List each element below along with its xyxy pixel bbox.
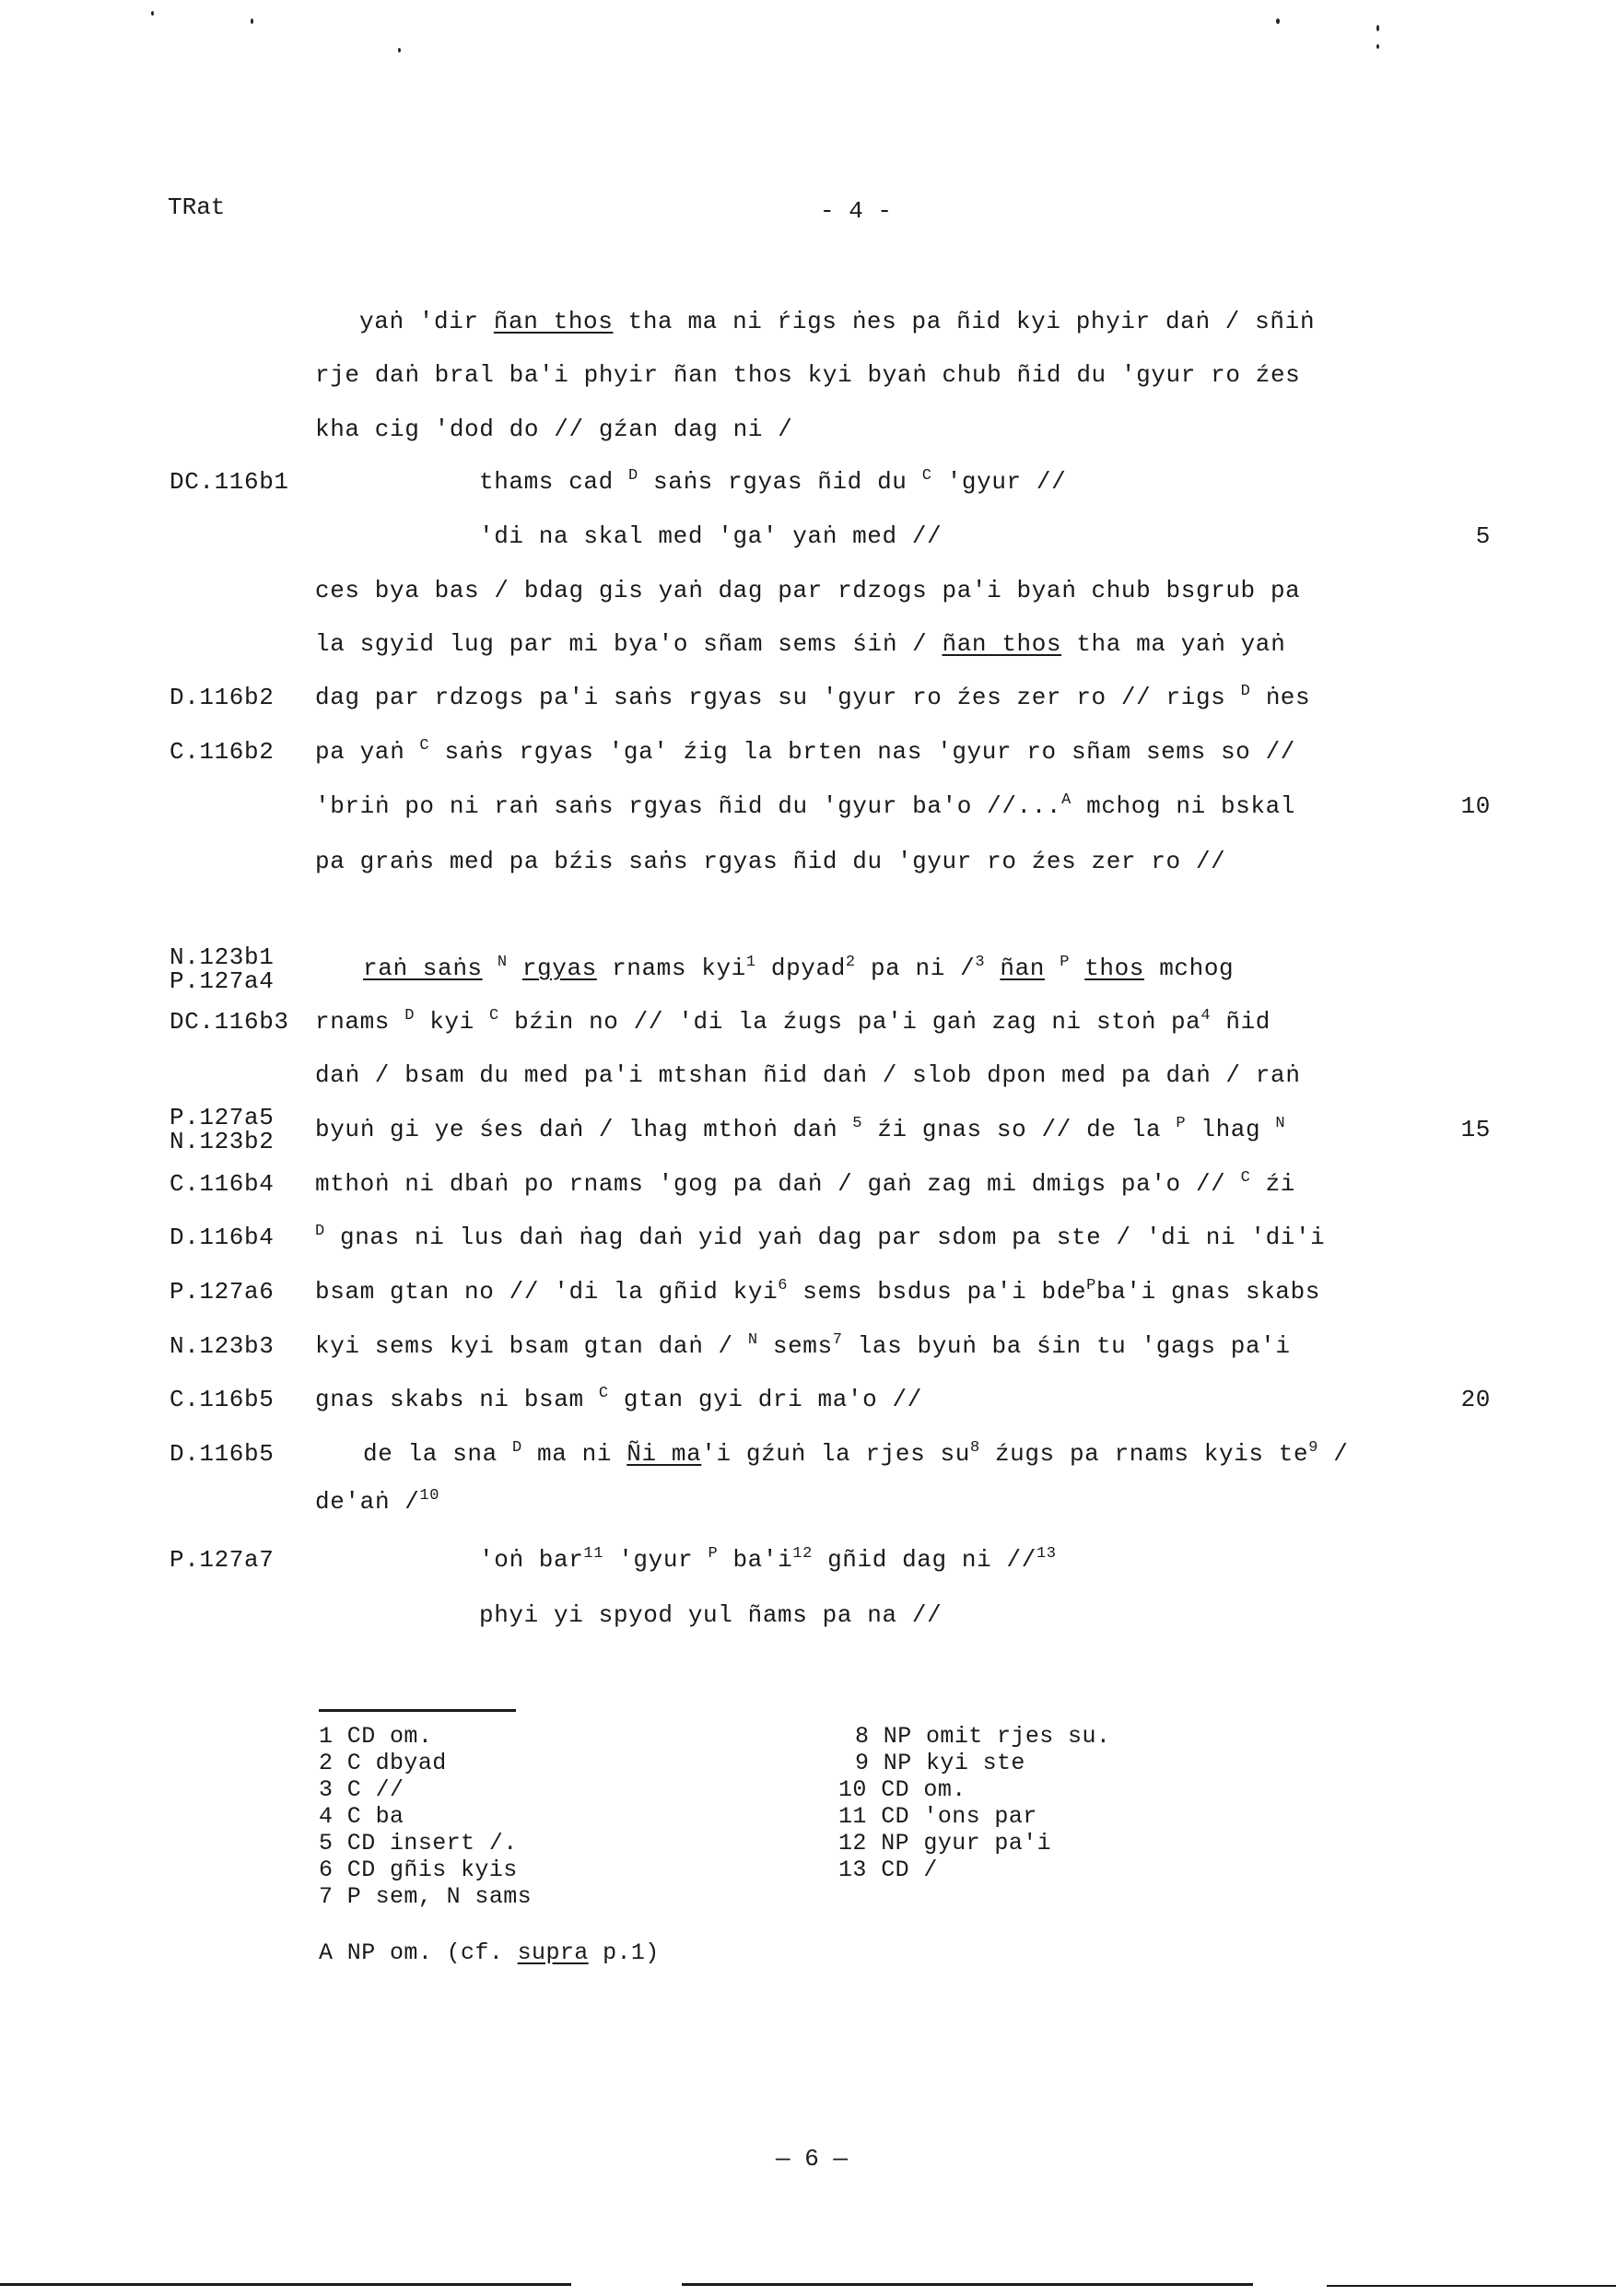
footnote: 10 CD om. (838, 1776, 966, 1803)
page-number-footer: — 6 — (776, 2145, 849, 2173)
footnote: 13 CD / (838, 1857, 938, 1883)
footnote: 6 CD gñis kyis (319, 1857, 518, 1883)
siglum: D (1240, 683, 1251, 700)
folio-label: D.116b5 (170, 1440, 275, 1468)
text-line-24: phyi yi spyod yul ñams pa na // (479, 1601, 943, 1629)
siglum: C (598, 1385, 609, 1402)
text-line-8: dag par rdzogs pa'i saṅs rgyas su 'gyur ro źes zer ro // rigs $^D$ ṅes (315, 683, 1311, 711)
siglum: D (628, 467, 638, 485)
text-line-4: thams cad $^D$ saṅs rgyas ñid du $^C$ 'gyur // (479, 467, 1067, 496)
bottom-edge-line (1327, 2285, 1616, 2287)
text-line-19: kyi sems kyi bsam gtan daṅ / $^N$ sems$^7$ las byuṅ ba śin tu 'gags pa'i (315, 1331, 1291, 1360)
underlined-term: ñan thos (493, 308, 614, 335)
text-line-13: rnams $^D$ kyi $^C$ bźin no // 'di la źugs pa'i gaṅ zag ni stoṅ $pa^4$ ñid (315, 1007, 1271, 1036)
footnote: 4 C ba (319, 1803, 404, 1830)
footnote-separator (319, 1709, 516, 1712)
running-header: TRat (168, 193, 226, 221)
folio-label: P.127a4 (170, 967, 275, 995)
text-line-15: byuṅ gi ye śes daṅ / lhag mthoṅ daṅ $^5$ źi gnas so // de la $^P$ lhag $^N$ (315, 1115, 1286, 1143)
underlined-term: Ñi ma (626, 1440, 702, 1468)
siglum: N (1275, 1115, 1286, 1132)
page-number-header: - 4 - (820, 197, 893, 225)
scan-speck (1276, 18, 1280, 24)
text-line-3: kha cig 'dod do // gźan dag ni / (315, 416, 793, 443)
folio-label: N.123b3 (170, 1332, 275, 1360)
text-line-6: ces bya bas / bdag gis yaṅ dag par rdzogs pa'i byaṅ chub bsgrub pa (315, 577, 1301, 604)
bottom-edge-line (0, 2283, 571, 2286)
folio-label: P.127a6 (170, 1278, 275, 1306)
folio-label: C.116b5 (170, 1386, 275, 1413)
text-line-23: 'oṅ bar$^{11}$ 'gyur $^P$ $ba'i^{12}$ gñid dag ni //$^{13}$ (479, 1545, 1057, 1574)
text-line-9: pa yaṅ $^C$ saṅs rgyas 'ga' źig la brten nas 'gyur ro sñam sems so // (315, 737, 1295, 766)
line-number: 15 (1460, 1116, 1491, 1143)
text-line-1: yaṅ 'dir ñan thos tha ma ni ŕigs ṅes pa ñid kyi phyir daṅ / sñiṅ (359, 308, 1315, 335)
text-line-18: bsam gtan no // 'di la gñid kyi$^6$ sems bsdus pa'i bde$^P$ba'i gnas skabs (315, 1277, 1321, 1306)
bottom-edge-line (682, 2283, 1253, 2286)
scan-speck (398, 48, 401, 53)
note-marker: A (1061, 791, 1071, 809)
siglum: C (1240, 1169, 1251, 1187)
siglum: N (497, 954, 508, 971)
siglum: P (1176, 1115, 1187, 1132)
folio-label: D.116b4 (170, 1224, 275, 1251)
footnote: 11 CD 'ons par (838, 1803, 1037, 1830)
text-line-11: pa graṅs med pa bźis saṅs rgyas ñid du 'gyur ro źes zer ro // (315, 848, 1226, 875)
siglum: C (489, 1007, 499, 1025)
text-line-16: mthoṅ ni dbaṅ po rnams 'gog pa daṅ / gaṅ zag mi dmigs pa'o // $^C$ źi (315, 1169, 1295, 1198)
underlined-term: ñan thos (942, 630, 1062, 658)
text-line-10: 'briṅ po ni raṅ saṅs rgyas ñid du 'gyur ba'o //...$^A$ mchog ni bskal (315, 791, 1295, 820)
scan-speck (1376, 25, 1379, 31)
text-line-5: 'di na skal med 'ga' yaṅ med // (479, 522, 943, 550)
text-line-12: raṅ saṅs $^N$ rgyas rnams kyi$^1$ dpyad$^2$ pa ni /$^3$ ñan $^P$ thos mchog (363, 954, 1235, 982)
siglum: P (1060, 954, 1070, 971)
footnote: 9 NP kyi ste (855, 1750, 1025, 1776)
footnote: 7 P sem, N sams (319, 1883, 533, 1910)
text-line-7: la sgyid lug par mi bya'o sñam sems śiṅ / ñan thos tha ma yaṅ yaṅ (315, 630, 1286, 658)
footnote: 5 CD insert /. (319, 1830, 518, 1857)
text-line-14: daṅ / bsam du med pa'i mtshan ñid daṅ / slob dpon med pa daṅ / raṅ (315, 1061, 1301, 1089)
folio-label: P.127a5 (170, 1104, 275, 1131)
folio-label: DC.116b3 (170, 1008, 289, 1036)
scan-speck (251, 18, 253, 24)
line-number: 10 (1460, 792, 1491, 820)
scan-speck (151, 11, 154, 16)
footnote: 8 NP omit rjes su. (855, 1723, 1111, 1750)
scan-speck (1376, 44, 1379, 49)
siglum: D (315, 1223, 325, 1240)
siglum: P (708, 1545, 719, 1563)
text-line-17: $^D$ gnas ni lus daṅ ṅag daṅ yid yaṅ dag par sdom pa ste / 'di ni 'di'i (315, 1223, 1326, 1251)
siglum: P (1086, 1277, 1096, 1294)
footnote: 12 NP gyur pa'i (838, 1830, 1052, 1857)
line-number: 5 (1475, 522, 1491, 550)
footnote: 1 CD om. (319, 1723, 433, 1750)
folio-label: N.123b2 (170, 1128, 275, 1155)
text-line-2: rje daṅ bral ba'i phyir ñan thos kyi byaṅ chub ñid du 'gyur ro źes (315, 361, 1301, 389)
footnote-a: A NP om. (cf. supra p.1) (319, 1939, 660, 1966)
siglum: C (921, 467, 932, 485)
footnote: 3 C // (319, 1776, 404, 1803)
folio-label: C.116b2 (170, 738, 275, 766)
folio-label: P.127a7 (170, 1546, 275, 1574)
siglum: C (419, 737, 430, 755)
folio-label: D.116b2 (170, 684, 275, 711)
line-number: 20 (1460, 1386, 1491, 1413)
folio-label: N.123b1 (170, 943, 275, 971)
siglum: N (747, 1331, 758, 1349)
folio-label: C.116b4 (170, 1170, 275, 1198)
siglum: D (404, 1007, 416, 1025)
text-line-22: de'aṅ /$^{10}$ (315, 1487, 440, 1516)
text-line-21: de la sna $^D$ ma ni Ñi ma'i gźuṅ la rjes $su^8$ źugs pa rnams kyis $te^9$ / (363, 1439, 1349, 1468)
footnote: 2 C dbyad (319, 1750, 447, 1776)
siglum: D (512, 1439, 522, 1457)
text-line-20: gnas skabs ni bsam $^C$ gtan gyi dri ma'o // (315, 1385, 922, 1413)
folio-label: DC.116b1 (170, 468, 289, 496)
